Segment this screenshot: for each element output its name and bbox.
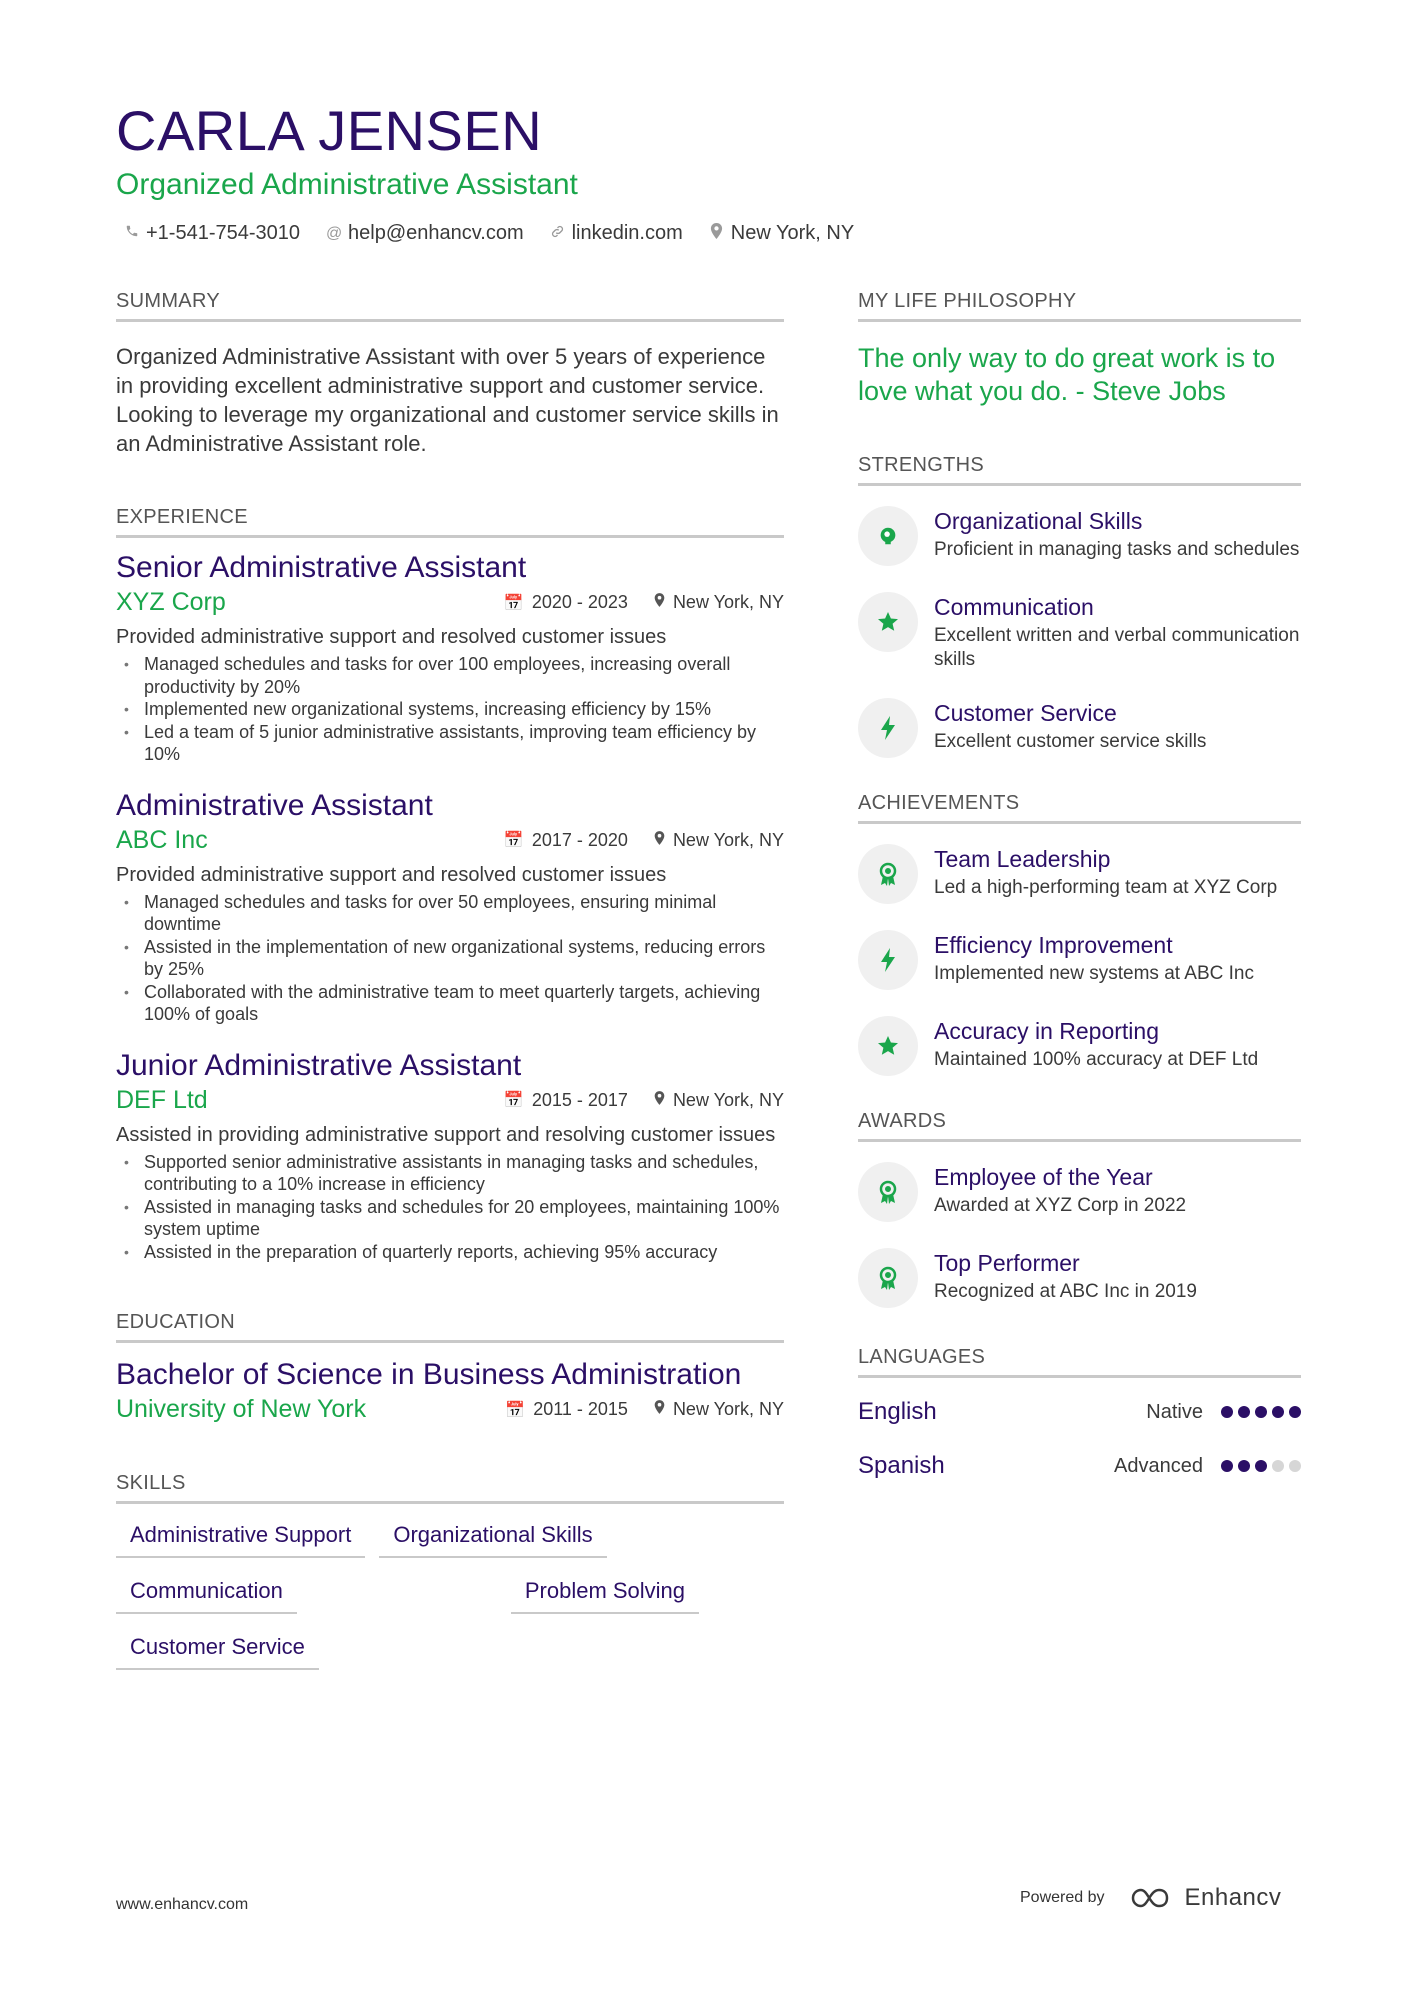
summary-text: Organized Administrative Assistant with over 5 years of experience in providing excellent administrative support and customer service. Looking to leverage my organizational and customer service skills in an Administrative Assistant role.	[116, 344, 779, 456]
achievement-body	[934, 844, 1301, 904]
strength-item	[858, 506, 1301, 566]
rating-dot-filled	[1289, 1406, 1301, 1418]
location-pin-icon	[709, 223, 725, 244]
skill-tag: Customer Service	[116, 1630, 319, 1670]
job-bullet: • Led a team of 5 junior administrative assistants, improving team efficiency by 10%	[116, 721, 784, 766]
philosophy-title: MY LIFE PHILOSOPHY	[858, 290, 1301, 322]
job-entry	[116, 1048, 784, 1264]
job-bullet: • Managed schedules and tasks for over 100 employees, increasing overall productivity by 20%	[116, 653, 784, 698]
language-rating	[1221, 1406, 1301, 1418]
right-column	[858, 290, 1301, 1506]
candidate-headline: Organized Administrative Assistant	[116, 168, 578, 201]
contact-phone-text: +1-541-754-3010	[146, 222, 301, 244]
language-proficiency	[1146, 1401, 1301, 1424]
job-bullet: • Supported senior administrative assistants in managing tasks and schedules, contributing to a 10% increase in efficiency	[116, 1151, 784, 1196]
language-row	[858, 1398, 1301, 1426]
job-title: Senior Administrative Assistant	[116, 551, 527, 584]
job-title: Administrative Assistant	[116, 788, 433, 822]
achievement-body	[934, 1016, 1301, 1076]
education-school: University of New York	[116, 1395, 367, 1423]
education-dates-text: 2011 - 2015	[533, 1399, 628, 1419]
job-entry	[116, 788, 784, 1026]
award-icon	[858, 1162, 918, 1222]
strength-title: Communication	[934, 594, 1094, 620]
enhancv-logo[interactable]	[1129, 1884, 1282, 1912]
job-title: Junior Administrative Assistant	[116, 1048, 522, 1082]
job-dates-text: 2020 - 2023	[531, 592, 628, 612]
achievement-title: Team Leadership	[934, 846, 1111, 872]
job-entry	[116, 550, 784, 766]
achievement-desc: Led a high-performing team at XYZ Corp	[934, 877, 1278, 898]
strength-desc: Excellent written and verbal communication skills	[934, 625, 1300, 670]
achievement-body	[934, 930, 1301, 990]
at-icon: @	[326, 224, 343, 242]
philosophy-section	[858, 290, 1301, 408]
job-bullet: • Assisted in the implementation of new organizational systems, reducing errors by 25%	[116, 936, 784, 981]
award-desc: Recognized at ABC Inc in 2019	[934, 1281, 1198, 1302]
footer-branding	[1020, 1884, 1281, 1912]
candidate-name: CARLA JENSEN	[116, 99, 543, 162]
skill-tag: Problem Solving	[511, 1574, 699, 1614]
job-bullet: • Implemented new organizational systems, increasing efficiency by 15%	[116, 698, 784, 721]
strength-item	[858, 592, 1301, 672]
job-meta	[504, 1090, 784, 1111]
rating-dot-filled	[1238, 1460, 1250, 1472]
job-company: ABC Inc	[116, 825, 208, 854]
rating-dot-filled	[1221, 1406, 1233, 1418]
job-company: XYZ Corp	[116, 588, 226, 616]
achievement-item	[858, 1016, 1301, 1076]
language-rating	[1221, 1460, 1301, 1472]
location-pin-icon	[654, 1400, 665, 1419]
award-body	[934, 1162, 1301, 1222]
job-location	[654, 1090, 784, 1111]
job-dates-text: 2015 - 2017	[531, 1089, 628, 1110]
strength-body	[934, 592, 1301, 672]
job-meta	[504, 830, 784, 851]
award-item	[858, 1162, 1301, 1222]
award-title: Top Performer	[934, 1250, 1080, 1276]
rating-dot-empty	[1272, 1460, 1284, 1472]
achievement-desc: Implemented new systems at ABC Inc	[934, 963, 1254, 984]
achievement-item	[858, 930, 1301, 990]
rating-dot-filled	[1221, 1460, 1233, 1472]
rating-dot-filled	[1272, 1406, 1284, 1418]
language-level: Advanced	[1114, 1454, 1203, 1477]
job-bullet: • Assisted in the preparation of quarterly reports, achieving 95% accuracy	[116, 1241, 784, 1264]
skills-title: SKILLS	[116, 1472, 784, 1504]
star-icon	[858, 1016, 918, 1076]
job-dates	[504, 830, 628, 851]
link-icon	[550, 224, 566, 244]
job-bullets	[116, 891, 784, 1026]
strengths-section	[858, 454, 1301, 758]
achievement-item	[858, 844, 1301, 904]
rating-dot-filled	[1255, 1460, 1267, 1472]
achievements-section	[858, 792, 1301, 1076]
education-degree: Bachelor of Science in Business Administration	[116, 1358, 742, 1391]
job-location-text: New York, NY	[672, 829, 784, 850]
job-row	[116, 1086, 784, 1115]
language-level: Native	[1146, 1400, 1203, 1423]
job-row	[116, 588, 784, 617]
contact-email[interactable]	[326, 222, 524, 245]
achievement-title: Efficiency Improvement	[934, 932, 1173, 958]
award-body	[934, 1248, 1301, 1308]
job-dates	[504, 1090, 628, 1111]
award-desc: Awarded at XYZ Corp in 2022	[934, 1195, 1187, 1216]
education-meta	[505, 1399, 784, 1420]
rating-dot-filled	[1238, 1406, 1250, 1418]
achievements-title: ACHIEVEMENTS	[858, 792, 1301, 824]
calendar-icon: 📅	[505, 1401, 526, 1419]
achievement-desc: Maintained 100% accuracy at DEF Ltd	[934, 1049, 1259, 1070]
summary-title: SUMMARY	[116, 290, 784, 322]
star-icon	[858, 592, 918, 652]
job-meta	[504, 592, 784, 613]
location-pin-icon	[654, 1091, 665, 1110]
strength-item	[858, 698, 1301, 758]
job-description: Provided administrative support and resolved customer issues	[116, 626, 667, 648]
calendar-icon: 📅	[503, 594, 524, 612]
enhancv-logo-icon	[1129, 1886, 1175, 1910]
contact-location	[709, 222, 854, 245]
brain-icon	[858, 506, 918, 566]
job-location	[654, 592, 784, 613]
enhancv-logo-text: Enhancv	[1184, 1884, 1282, 1911]
job-description: Provided administrative support and resolved customer issues	[116, 863, 667, 886]
job-bullets	[116, 653, 784, 766]
contact-location-text: New York, NY	[730, 222, 855, 244]
rating-dot-filled	[1255, 1406, 1267, 1418]
award-title: Employee of the Year	[934, 1164, 1153, 1190]
skill-tag: Organizational Skills	[379, 1518, 606, 1558]
language-name: English	[858, 1398, 937, 1425]
skill-tag: Administrative Support	[116, 1518, 365, 1558]
job-row	[116, 826, 784, 855]
strength-desc: Proficient in managing tasks and schedules	[934, 539, 1300, 560]
education-location	[654, 1399, 784, 1420]
job-company: DEF Ltd	[116, 1085, 208, 1114]
strength-body	[934, 698, 1301, 758]
strength-title: Organizational Skills	[934, 508, 1143, 534]
job-location	[654, 830, 784, 851]
bolt-icon	[858, 698, 918, 758]
education-section	[116, 1311, 784, 1424]
strength-title: Customer Service	[934, 700, 1117, 726]
strengths-title: STRENGTHS	[858, 454, 1301, 486]
calendar-icon: 📅	[503, 832, 524, 849]
job-location-text: New York, NY	[672, 1089, 784, 1110]
languages-section	[858, 1346, 1301, 1480]
awards-title: AWARDS	[858, 1110, 1301, 1142]
phone-icon	[124, 224, 140, 243]
language-row	[858, 1452, 1301, 1480]
contact-phone[interactable]	[124, 222, 300, 245]
job-bullet: • Assisted in managing tasks and schedules for 20 employees, maintaining 100% system uptime	[116, 1196, 784, 1241]
location-pin-icon	[654, 831, 665, 850]
education-location-text: New York, NY	[672, 1399, 784, 1419]
contact-linkedin[interactable]	[550, 222, 683, 245]
skills-list	[116, 1518, 784, 1670]
job-location-text: New York, NY	[672, 592, 784, 612]
skill-tag: Communication	[116, 1574, 297, 1614]
calendar-icon: 📅	[503, 1092, 524, 1109]
job-bullet: • Collaborated with the administrative team to meet quarterly targets, achieving 100% of goals	[116, 981, 784, 1026]
awards-section	[858, 1110, 1301, 1308]
education-row	[116, 1395, 784, 1424]
contact-email-text: help@enhancv.com	[348, 222, 524, 244]
job-dates	[504, 592, 628, 613]
contact-linkedin-text: linkedin.com	[571, 222, 683, 244]
language-proficiency	[1114, 1455, 1301, 1478]
job-description: Assisted in providing administrative support and resolving customer issues	[116, 1123, 776, 1146]
rating-dot-empty	[1289, 1460, 1301, 1472]
achievement-title: Accuracy in Reporting	[934, 1018, 1159, 1044]
contact-bar	[124, 222, 854, 245]
education-dates	[505, 1399, 628, 1420]
award-icon	[858, 1248, 918, 1308]
education-title: EDUCATION	[116, 1311, 784, 1343]
language-name: Spanish	[858, 1452, 945, 1479]
strength-body	[934, 506, 1301, 566]
powered-by-text: Powered by	[1020, 1889, 1105, 1906]
summary-section	[116, 290, 784, 458]
bolt-icon	[858, 930, 918, 990]
location-pin-icon	[654, 593, 665, 612]
languages-title: LANGUAGES	[858, 1346, 1301, 1378]
skills-section	[116, 1472, 784, 1670]
philosophy-quote: The only way to do great work is to love what you do. - Steve Jobs	[858, 343, 1276, 406]
job-bullet: • Managed schedules and tasks for over 50 employees, ensuring minimal downtime	[116, 891, 784, 936]
footer-website[interactable]: www.enhancv.com	[116, 1896, 249, 1913]
award-icon	[858, 844, 918, 904]
job-bullets	[116, 1151, 784, 1264]
award-item	[858, 1248, 1301, 1308]
experience-section	[116, 506, 784, 1263]
left-column	[116, 290, 784, 1670]
experience-title: EXPERIENCE	[116, 506, 784, 538]
strength-desc: Excellent customer service skills	[934, 731, 1207, 752]
job-dates-text: 2017 - 2020	[531, 829, 628, 850]
